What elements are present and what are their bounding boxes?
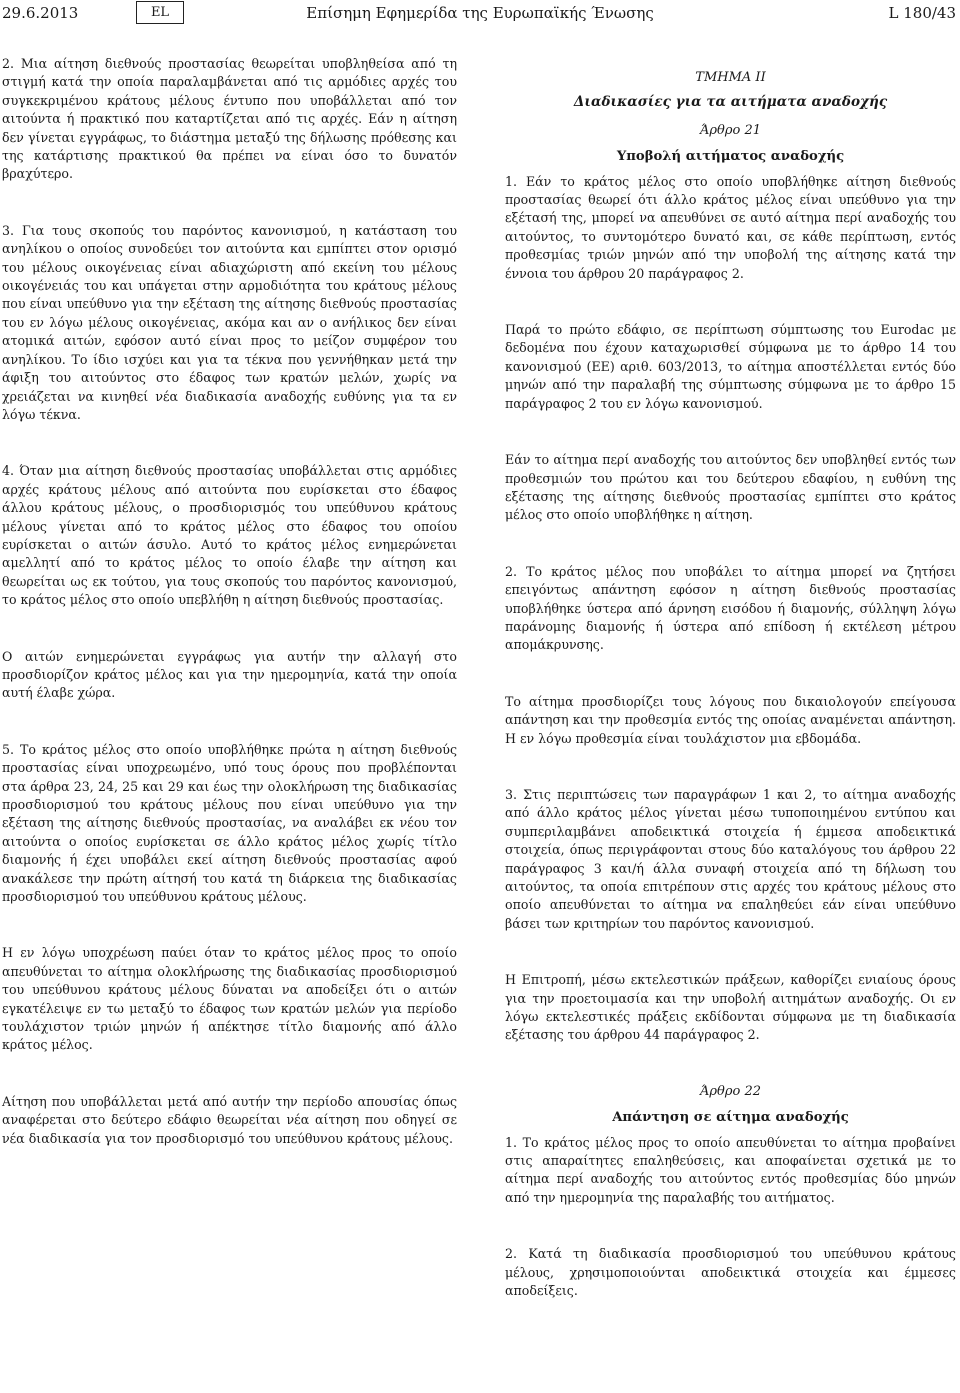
article-title: Υποβολή αιτήματος αναδοχής (616, 149, 845, 165)
paragraph: Η εν λόγω υποχρέωση παύει όταν το κράτος μέλος προς το οποίο απευθύνεται το αίτημα ολοκλήρωσης της διαδικασίας προσδιορισμού του υπεύθυνου κράτους μέλους δύναται να αποδείξει ότι ο αιτών εγκατέλειψε εν τω μεταξύ το έδαφος των κρατών μελών για περίοδο τουλάχιστον τριών μηνών ή απέκτησε τίτλο διαμονής από άλλο κράτος μέλος. (2, 945, 457, 1053)
section-title: Διαδικασίες για τα αιτήματα αναδοχής (573, 94, 888, 111)
paragraph: 3. Στις περιπτώσεις των παραγράφων 1 και 2, το αίτημα αναδοχής από άλλο κράτος μέλος γίνεται μέσω τυποποιημένου εντύπου και συμπεριλαμβάνει αποδεικτικά στοιχεία ή έμμεσα αποδεικτικά στοιχεία, όπως περιγράφονται στους δύο καταλόγους του άρθρου 22 παράγραφος 3 και/ή άλλα συναφή στοιχεία από τη δήλωση του αιτούντος, τα οποία επιτρέπουν στις αρχές του κράτους μέλους στο οποίο απευθύνεται το αίτημα να επαληθεύει εάν είναι υπεύθυνο βάσει των κριτηρίων του παρόντος κανονισμού. (505, 786, 956, 931)
paragraph: Εάν το αίτημα περί αναδοχής του αιτούντος δεν υποβληθεί εντός των προθεσμιών του πρώτου και του δεύτερου εδαφίου, η ευθύνη της εξέτασης της αίτησης διεθνούς προστασίας εμπίπτει στο κράτος μέλος στο οποίο υποβλήθηκε η αίτηση. (505, 452, 956, 523)
language-badge: EL (136, 1, 184, 24)
article-label: Άρθρο 22 (699, 1083, 761, 1099)
paragraph: 2. Κατά τη διαδικασία προσδιορισμού του υπεύθυνου κράτους μέλους, χρησιμοποιούνται αποδεικτικά στοιχεία και έμμεσες αποδείξεις. (505, 1246, 956, 1299)
page-header (0, 0, 960, 30)
paragraph: Η Επιτροπή, μέσω εκτελεστικών πράξεων, καθορίζει ενιαίους όρους για την προετοιμασία και την υποβολή αιτημάτων αναδοχής. Οι εν λόγω εκτελεστικές πράξεις εκδίδονται σύμφωνα με τη διαδικασία εξέτασης του άρθρου 44 παράγραφος 2. (505, 972, 956, 1043)
paragraph: 3. Για τους σκοπούς του παρόντος κανονισμού, η κατάσταση του ανηλίκου ο οποίος συνοδεύει τον αιτούντα και εμπίπτει στον ορισμό του μέλους οικογένειας είναι αδιαχώριστη από εκείνη του μέλους οικογένειάς του και υπάγεται στην αρμοδιότητα του κράτους μέλους που είναι υπεύθυνο για την εξέταση της αίτησης διεθνούς προστασίας του εν λόγω μέλους οικογένειας, ακόμα και αν ο ανήλικος δεν είναι ατομικά αιτών, εφόσον αυτό είναι προς το μείζον συμφέρον του ανηλίκου. Το ίδιο ισχύει και για τα τέκνα που γεννήθηκαν μετά την άφιξη του αιτούντος στο έδαφος των κρατών μελών, χωρίς να χρειάζεται να κινηθεί νέα διαδικασία αναδοχής ευθύνης για τα εν λόγω τέκνα. (2, 222, 457, 422)
paragraph: Το αίτημα προσδιορίζει τους λόγους που δικαιολογούν επείγουσα απάντηση και την προθεσμία εντός της οποίας αναμένεται απάντηση. Η εν λόγω προθεσμία είναι τουλάχιστον μια εβδομάδα. (505, 693, 956, 746)
paragraph: 2. Το κράτος μέλος που υποβάλει το αίτημα μπορεί να ζητήσει επειγόντως απάντηση εφόσον η αίτηση διεθνούς προστασίας υποβλήθηκε ύστερα από άρνηση εισόδου ή διαμονής, σύλληψη λόγω παράνομης διαμονής ή ύστερα από επίδοση ή εκτέλεση μέτρου απομάκρυνσης. (505, 563, 956, 653)
article-title: Απάντηση σε αίτημα αναδοχής (612, 1110, 849, 1126)
paragraph: Αίτηση που υποβάλλεται μετά από αυτήν την περίοδο απουσίας όπως αναφέρεται στο δεύτερο εδάφιο θεωρείται νέα αίτηση που οδηγεί σε νέα διαδικασία για τον προσδιορισμό του υπεύθυνου κράτους μέλους. (2, 1093, 457, 1146)
page-reference: L 180/43 (888, 4, 956, 22)
paragraph: Ο αιτών ενημερώνεται εγγράφως για αυτήν την αλλαγή στο προσδιορίζον κράτος μέλος και για την ημερομηνία, κατά την οποία αυτή έλαβε χώρα. (2, 648, 457, 701)
right-column (505, 55, 956, 1301)
journal-title: Επίσημη Εφημερίδα της Ευρωπαϊκής Ένωσης (306, 4, 654, 22)
paragraph: 1. Εάν το κράτος μέλος στο οποίο υποβλήθηκε αίτηση διεθνούς προστασίας θεωρεί ότι άλλο κράτος μέλος είναι υπεύθυνο για την εξέτασή της, μπορεί να απευθύνει σε αυτό αίτημα περί αναδοχής του αιτούντος, το συντομότερο δυνατό και, σε κάθε περίπτωση, εντός προθεσμίας τριών μηνών από την υποβολή της αίτησης κατά την έννοια του άρθρου 20 παράγραφος 2. (505, 173, 956, 281)
paragraph: 1. Το κράτος μέλος προς το οποίο απευθύνεται το αίτημα προβαίνει στις απαραίτητες επαληθεύσεις, και αποφαίνεται σχετικά με το αίτημα περί αναδοχής του αιτούντος εντός προθεσμίας δύο μηνών από την ημερομηνία της παραλαβής του αιτήματος. (505, 1134, 956, 1205)
article-label: Άρθρο 21 (699, 122, 761, 138)
paragraph: 4. Όταν μια αίτηση διεθνούς προστασίας υποβάλλεται στις αρμόδιες αρχές κράτους μέλους από αιτούντα που ευρίσκεται στο έδαφος άλλου κράτους μέλους, ο προσδιορισμός του υπεύθυνου κράτους μέλους γίνεται από το κράτος μέλος στο έδαφος του οποίου ευρίσκεται ο αιτών άσυλο. Αυτό το κράτος μέλος ενημερώνεται αμελλητί από το κράτος μέλος το οποίο έλαβε την αίτηση και θεωρείται ως εκ τούτου, για τους σκοπούς του παρόντος κανονισμού, το κράτος μέλος στο οποίο υπεβλήθη η αίτηση διεθνούς προστασίας. (2, 463, 457, 608)
left-column (2, 55, 457, 1148)
paragraph: Παρά το πρώτο εδάφιο, σε περίπτωση σύμπτωσης του Eurodac με δεδομένα που έχουν καταχωρισθεί σύμφωνα με το άρθρο 14 του κανονισμού (ΕΕ) αριθ. 603/2013, το αίτημα αποστέλλεται εντός δύο μηνών από την παραλαβή της σύμπτωσης σύμφωνα με το άρθρο 15 παράγραφος 2 του εν λόγω κανονισμού. (505, 322, 956, 411)
publication-date: 29.6.2013 (2, 4, 79, 22)
section-label: ΤΜΗΜΑ II (695, 70, 766, 85)
paragraph: 5. Το κράτος μέλος στο οποίο υποβλήθηκε πρώτα η αίτηση διεθνούς προστασίας είναι υποχρεωμένο, υπό τους όρους που προβλέπονται στα άρθρα 23, 24, 25 και 29 και έως την ολοκλήρωση της διαδικασίας προσδιορισμού του κράτους μέλους που είναι υπεύθυνο για την εξέταση της αίτησης διεθνούς προστασίας, να αναλάβει εκ νέου τον αιτούντα ο οποίος ευρίσκεται σε άλλο κράτος μέλος χωρίς τίτλο διαμονής ή έχει υποβάλει εκεί αίτηση διεθνούς προστασίας αφού ανακάλεσε την πρώτη αίτησή του κατά τη διάρκεια της διαδικασίας προσδιορισμού του υπεύθυνου κράτους μέλους. (2, 741, 457, 905)
paragraph: 2. Μια αίτηση διεθνούς προστασίας θεωρείται υποβληθείσα από τη στιγμή κατά την οποία παραλαμβάνεται από τις αρμόδιες αρχές του συγκεκριμένου κράτους μέλους έντυπο που υποβάλλεται από τον αιτούντα ή πρακτικό που καταρτίζεται από τις αρχές. Εάν η αίτηση δεν γίνεται εγγράφως, το διάστημα μεταξύ της δήλωσης πρόθεσης και της κατάρτισης πρακτικού θα πρέπει να είναι όσο το δυνατόν βραχύτερο. (2, 56, 457, 182)
